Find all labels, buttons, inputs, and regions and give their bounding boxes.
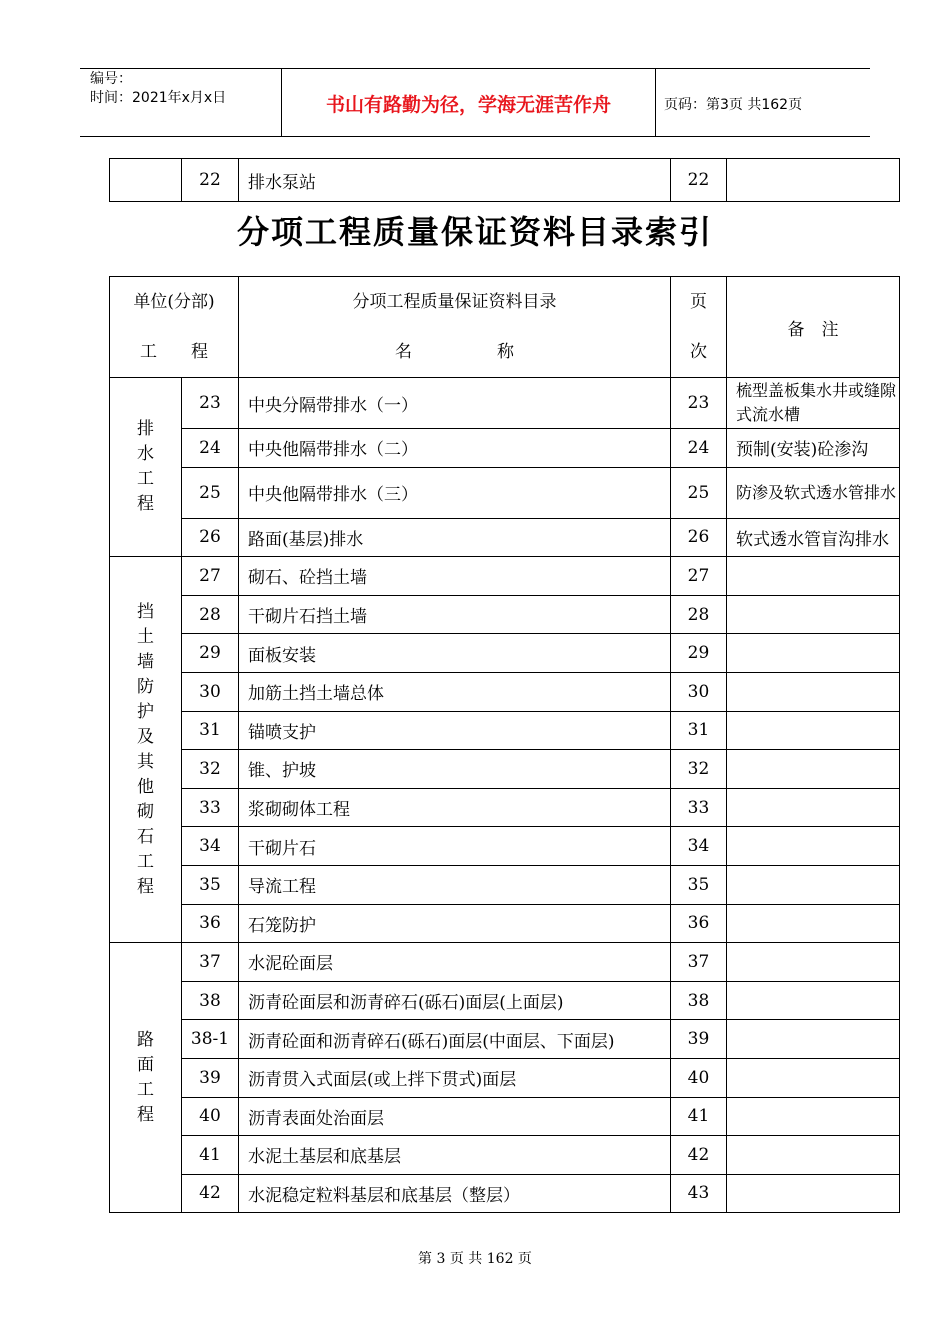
- row-note: [727, 595, 900, 634]
- group-label-char: 砌: [137, 801, 154, 822]
- row-name: 浆砌砌体工程: [239, 788, 671, 827]
- row-index: 31: [182, 711, 239, 750]
- header-bottom-rule: [80, 136, 870, 137]
- group-label: [110, 943, 182, 1213]
- time-label: 时间：2021年x月x日: [90, 90, 227, 106]
- row-index: 41: [182, 1136, 239, 1175]
- row-page: 27: [671, 557, 727, 596]
- group-label-char: 护: [137, 701, 154, 722]
- row-index: 24: [182, 429, 239, 468]
- row-index: 26: [182, 518, 239, 557]
- table-row: [110, 557, 900, 596]
- row-index: 42: [182, 1174, 239, 1213]
- group-label-char: 排: [137, 419, 154, 440]
- row-page: 43: [671, 1174, 727, 1213]
- row-page: 23: [671, 378, 727, 429]
- group-label-char: 挡: [137, 601, 154, 622]
- group-label: [110, 557, 182, 943]
- header-motto: 书山有路勤为径，学海无涯苦作舟: [325, 94, 611, 116]
- row-name: 干砌片石: [239, 827, 671, 866]
- group-label-char: 及: [137, 726, 154, 747]
- table-row: [110, 865, 900, 904]
- page-footer: 第 3 页 共 162 页: [418, 1251, 532, 1267]
- header-unit: [110, 277, 239, 378]
- row-name: 沥青表面处治面层: [239, 1097, 671, 1136]
- table-row: [110, 378, 900, 429]
- table-row: [110, 672, 900, 711]
- row-page: 30: [671, 672, 727, 711]
- row-note: [727, 981, 900, 1020]
- table-row: [110, 750, 900, 789]
- table-row: [110, 1174, 900, 1213]
- row-index: 39: [182, 1058, 239, 1097]
- row-note: [727, 711, 900, 750]
- header-meta: [90, 70, 226, 108]
- header-catalog: [239, 277, 671, 378]
- table-row: [110, 1097, 900, 1136]
- row-page: 24: [671, 429, 727, 468]
- row-note: [727, 1020, 900, 1059]
- row-index: 35: [182, 865, 239, 904]
- row-name: 沥青贯入式面层(或上拌下贯式)面层: [239, 1058, 671, 1097]
- row-page: 40: [671, 1058, 727, 1097]
- row-note: [727, 904, 900, 943]
- row-note: [727, 634, 900, 673]
- row-note: 软式透水管盲沟排水: [727, 518, 900, 557]
- row-index: 30: [182, 672, 239, 711]
- row-note: [727, 1136, 900, 1175]
- row-note: [727, 827, 900, 866]
- row-note: [727, 672, 900, 711]
- row-index: 40: [182, 1097, 239, 1136]
- row-note: 预制(安装)砼渗沟: [727, 429, 900, 468]
- row-name: 石笼防护: [239, 904, 671, 943]
- table-row: [110, 981, 900, 1020]
- row-name: 路面(基层)排水: [239, 518, 671, 557]
- group-label: [110, 378, 182, 557]
- row-page: 32: [671, 750, 727, 789]
- row-note: [727, 943, 900, 982]
- row-page: 34: [671, 827, 727, 866]
- header-unit-line2: 工 程: [140, 342, 208, 362]
- header-page: [671, 277, 727, 378]
- row-name: 水泥土基层和底基层: [239, 1136, 671, 1175]
- row-index: 32: [182, 750, 239, 789]
- row-note: [727, 159, 900, 202]
- row-page: 29: [671, 634, 727, 673]
- table-row: [110, 827, 900, 866]
- row-index: 23: [182, 378, 239, 429]
- row-index: 25: [182, 467, 239, 518]
- row-note: [727, 1058, 900, 1097]
- row-index: 33: [182, 788, 239, 827]
- row-index: 22: [182, 159, 239, 202]
- row-note: [727, 557, 900, 596]
- header-page-line2: 次: [690, 342, 707, 362]
- row-name: 中央他隔带排水（三）: [239, 467, 671, 518]
- group-label-char: 水: [137, 444, 154, 465]
- group-label-char: 其: [137, 751, 154, 772]
- row-name: 水泥稳定粒料基层和底基层（整层）: [239, 1174, 671, 1213]
- page-title: 分项工程质量保证资料目录索引: [236, 213, 713, 251]
- code-label: 编号：: [90, 71, 132, 87]
- row-name: 导流工程: [239, 865, 671, 904]
- row-note: [727, 750, 900, 789]
- row-name: 加筋土挡土墙总体: [239, 672, 671, 711]
- group-label-char: 石: [137, 826, 154, 847]
- table-row: [110, 518, 900, 557]
- table-header-row: [110, 277, 900, 378]
- row-page: 39: [671, 1020, 727, 1059]
- row-name: 沥青砼面层和沥青碎石(砾石)面层(上面层): [239, 981, 671, 1020]
- row-index: 27: [182, 557, 239, 596]
- table-row: [110, 1058, 900, 1097]
- row-index: 38-1: [182, 1020, 239, 1059]
- row-index: 36: [182, 904, 239, 943]
- row-page: 37: [671, 943, 727, 982]
- header-top-rule: [80, 68, 870, 69]
- group-label-char: 工: [137, 1079, 154, 1100]
- row-name: 锥、护坡: [239, 750, 671, 789]
- group-label-char: 程: [137, 1104, 154, 1125]
- table-row: [110, 1136, 900, 1175]
- previous-table-fragment: [109, 158, 900, 202]
- group-label-char: 工: [137, 469, 154, 490]
- row-page: 33: [671, 788, 727, 827]
- table-row: [110, 595, 900, 634]
- row-page: 41: [671, 1097, 727, 1136]
- header-page-line1: 页: [690, 292, 707, 312]
- table-row: [110, 943, 900, 982]
- row-note: [727, 1097, 900, 1136]
- row-page: 22: [671, 159, 727, 202]
- group-label-char: 程: [137, 494, 154, 515]
- group-cell: [110, 159, 182, 202]
- row-index: 37: [182, 943, 239, 982]
- group-label-char: 防: [137, 676, 154, 697]
- row-name: 锚喷支护: [239, 711, 671, 750]
- row-page: 28: [671, 595, 727, 634]
- row-name: 面板安装: [239, 634, 671, 673]
- row-page: 36: [671, 904, 727, 943]
- row-index: 34: [182, 827, 239, 866]
- group-label-char: 工: [137, 851, 154, 872]
- group-label-char: 土: [137, 626, 154, 647]
- row-page: 42: [671, 1136, 727, 1175]
- group-label-char: 程: [137, 876, 154, 897]
- row-note: [727, 1174, 900, 1213]
- row-index: 29: [182, 634, 239, 673]
- group-label-char: 面: [137, 1054, 154, 1075]
- header-remarks: 备 注: [727, 277, 900, 378]
- row-page: 26: [671, 518, 727, 557]
- row-page: 25: [671, 467, 727, 518]
- header-page-info: 页码：第3页 共162页: [664, 97, 803, 113]
- index-table: [109, 276, 900, 1213]
- row-note: 梳型盖板集水井或缝隙式流水槽: [727, 378, 900, 429]
- table-row: [110, 788, 900, 827]
- row-name: 水泥砼面层: [239, 943, 671, 982]
- group-label-char: 路: [137, 1029, 154, 1050]
- row-page: 35: [671, 865, 727, 904]
- table-row: [110, 467, 900, 518]
- header-catalog-line2: 名 称: [395, 342, 514, 362]
- table-row: [110, 711, 900, 750]
- group-label-char: 他: [137, 776, 154, 797]
- header-catalog-line1: 分项工程质量保证资料目录: [352, 292, 557, 312]
- row-page: 31: [671, 711, 727, 750]
- row-name: 中央他隔带排水（二）: [239, 429, 671, 468]
- table-row: [110, 1020, 900, 1059]
- row-page: 38: [671, 981, 727, 1020]
- table-row: [110, 634, 900, 673]
- table-row: [110, 904, 900, 943]
- row-name: 干砌片石挡土墙: [239, 595, 671, 634]
- header-divider-right: [655, 68, 656, 136]
- row-note: [727, 788, 900, 827]
- row-name: 沥青砼面和沥青碎石(砾石)面层(中面层、下面层): [239, 1020, 671, 1059]
- table-row: [110, 429, 900, 468]
- group-label-char: 墙: [137, 651, 154, 672]
- row-name: 中央分隔带排水（一）: [239, 378, 671, 429]
- row-note: [727, 865, 900, 904]
- row-name: 排水泵站: [239, 159, 671, 202]
- header-unit-line1: 单位(分部): [133, 292, 215, 312]
- row-note: 防渗及软式透水管排水: [727, 467, 900, 518]
- row-index: 38: [182, 981, 239, 1020]
- row-name: 砌石、砼挡土墙: [239, 557, 671, 596]
- table-row: [110, 159, 900, 202]
- row-index: 28: [182, 595, 239, 634]
